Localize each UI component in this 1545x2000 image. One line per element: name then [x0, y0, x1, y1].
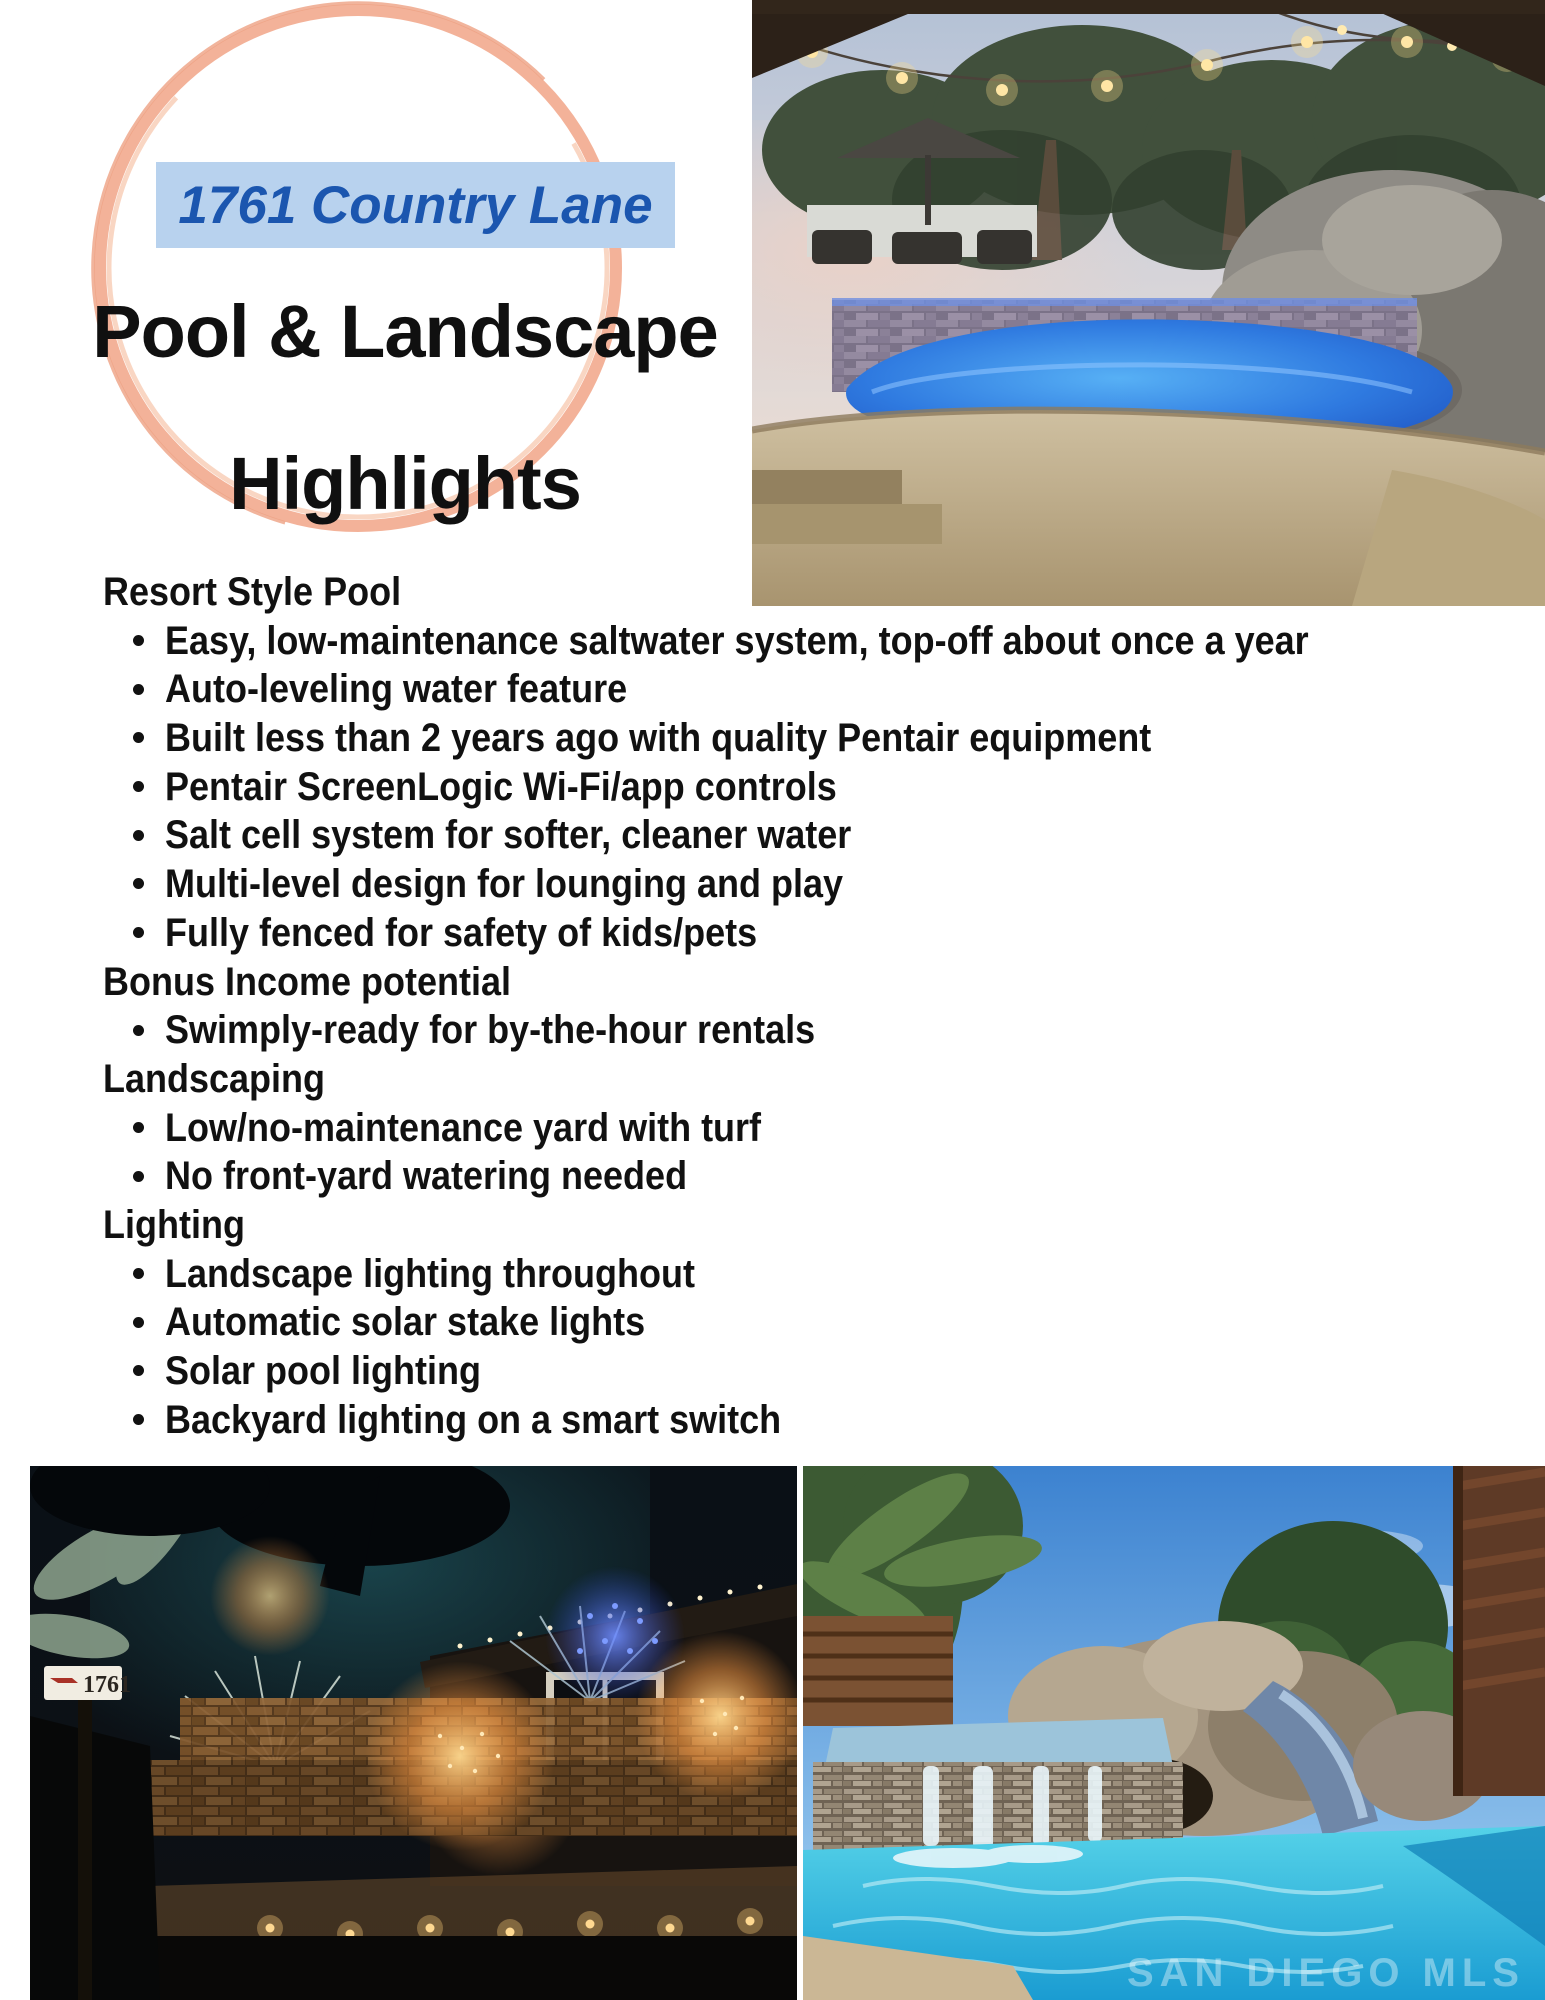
- bullet-icon: [133, 1317, 144, 1328]
- address-badge-label: 1761 Country Lane: [178, 175, 653, 235]
- feature-item: [0, 665, 1500, 714]
- section-heading: [0, 1055, 1500, 1104]
- feature-item-label: Swimply-ready for by-the-hour rentals: [165, 1008, 816, 1053]
- address-badge: [156, 162, 675, 248]
- feature-item: [0, 714, 1500, 763]
- section-heading: [0, 568, 1500, 617]
- photo-front-yard-night: [30, 1466, 797, 2000]
- bullet-icon: [133, 1268, 144, 1279]
- bullet-icon: [133, 635, 144, 646]
- bullet-icon: [133, 1122, 144, 1133]
- photo-pool-dusk: [752, 0, 1545, 606]
- feature-item-label: No front-yard watering needed: [165, 1154, 688, 1199]
- feature-item-label: Easy, low-maintenance saltwater system, top-off about once a year: [165, 618, 1309, 663]
- bullet-icon: [133, 1414, 144, 1425]
- section-heading: [0, 1201, 1500, 1250]
- feature-item-label: Built less than 2 years ago with quality Pentair equipment: [165, 716, 1152, 761]
- address-sign-label: 1761: [83, 1672, 131, 1698]
- feature-item-label: Automatic solar stake lights: [165, 1300, 646, 1345]
- bullet-icon: [133, 732, 144, 743]
- feature-item-label: Backyard lighting on a smart switch: [165, 1397, 782, 1442]
- feature-item: [0, 1396, 1500, 1445]
- feature-item-label: Solar pool lighting: [165, 1349, 481, 1393]
- feature-item: [0, 1006, 1500, 1055]
- feature-list: [0, 568, 1500, 1444]
- mls-watermark: SAN DIEGO MLS: [1126, 1951, 1525, 1995]
- feature-item: [0, 763, 1500, 812]
- feature-item: [0, 909, 1500, 958]
- feature-item: [0, 1250, 1500, 1299]
- bullet-icon: [133, 781, 144, 792]
- section-heading-label: Resort Style Pool: [103, 570, 402, 614]
- bullet-icon: [133, 830, 144, 841]
- section-heading: [0, 958, 1500, 1007]
- bullet-icon: [133, 1171, 144, 1182]
- feature-item: [0, 811, 1500, 860]
- feature-item: [0, 1152, 1500, 1201]
- feature-item-label: Auto-leveling water feature: [165, 667, 628, 712]
- section-heading-label: Lighting: [103, 1202, 245, 1247]
- feature-item-label: Landscape lighting throughout: [165, 1251, 695, 1296]
- feature-item: [0, 860, 1500, 909]
- page-title-line2: Highlights: [229, 442, 581, 525]
- feature-item: [0, 1104, 1500, 1153]
- bullet-icon: [133, 1025, 144, 1036]
- feature-item-label: Pentair ScreenLogic Wi-Fi/app controls: [165, 764, 837, 809]
- bullet-icon: [133, 927, 144, 938]
- page-title-line1: Pool & Landscape: [92, 290, 718, 373]
- feature-item-label: Fully fenced for safety of kids/pets: [165, 910, 758, 955]
- bullet-icon: [133, 878, 144, 889]
- section-heading-label: Bonus Income potential: [103, 959, 512, 1004]
- feature-item: [0, 1298, 1500, 1347]
- section-heading-label: Landscaping: [103, 1056, 326, 1101]
- feature-item-label: Multi-level design for lounging and play: [165, 862, 844, 907]
- feature-item: [0, 617, 1500, 666]
- bullet-icon: [133, 1365, 144, 1376]
- feature-item: [0, 1347, 1500, 1396]
- photo-pool-day: [803, 1466, 1545, 2000]
- feature-item-label: Salt cell system for softer, cleaner water: [165, 813, 852, 858]
- bullet-icon: [133, 684, 144, 695]
- feature-item-label: Low/no-maintenance yard with turf: [165, 1105, 762, 1150]
